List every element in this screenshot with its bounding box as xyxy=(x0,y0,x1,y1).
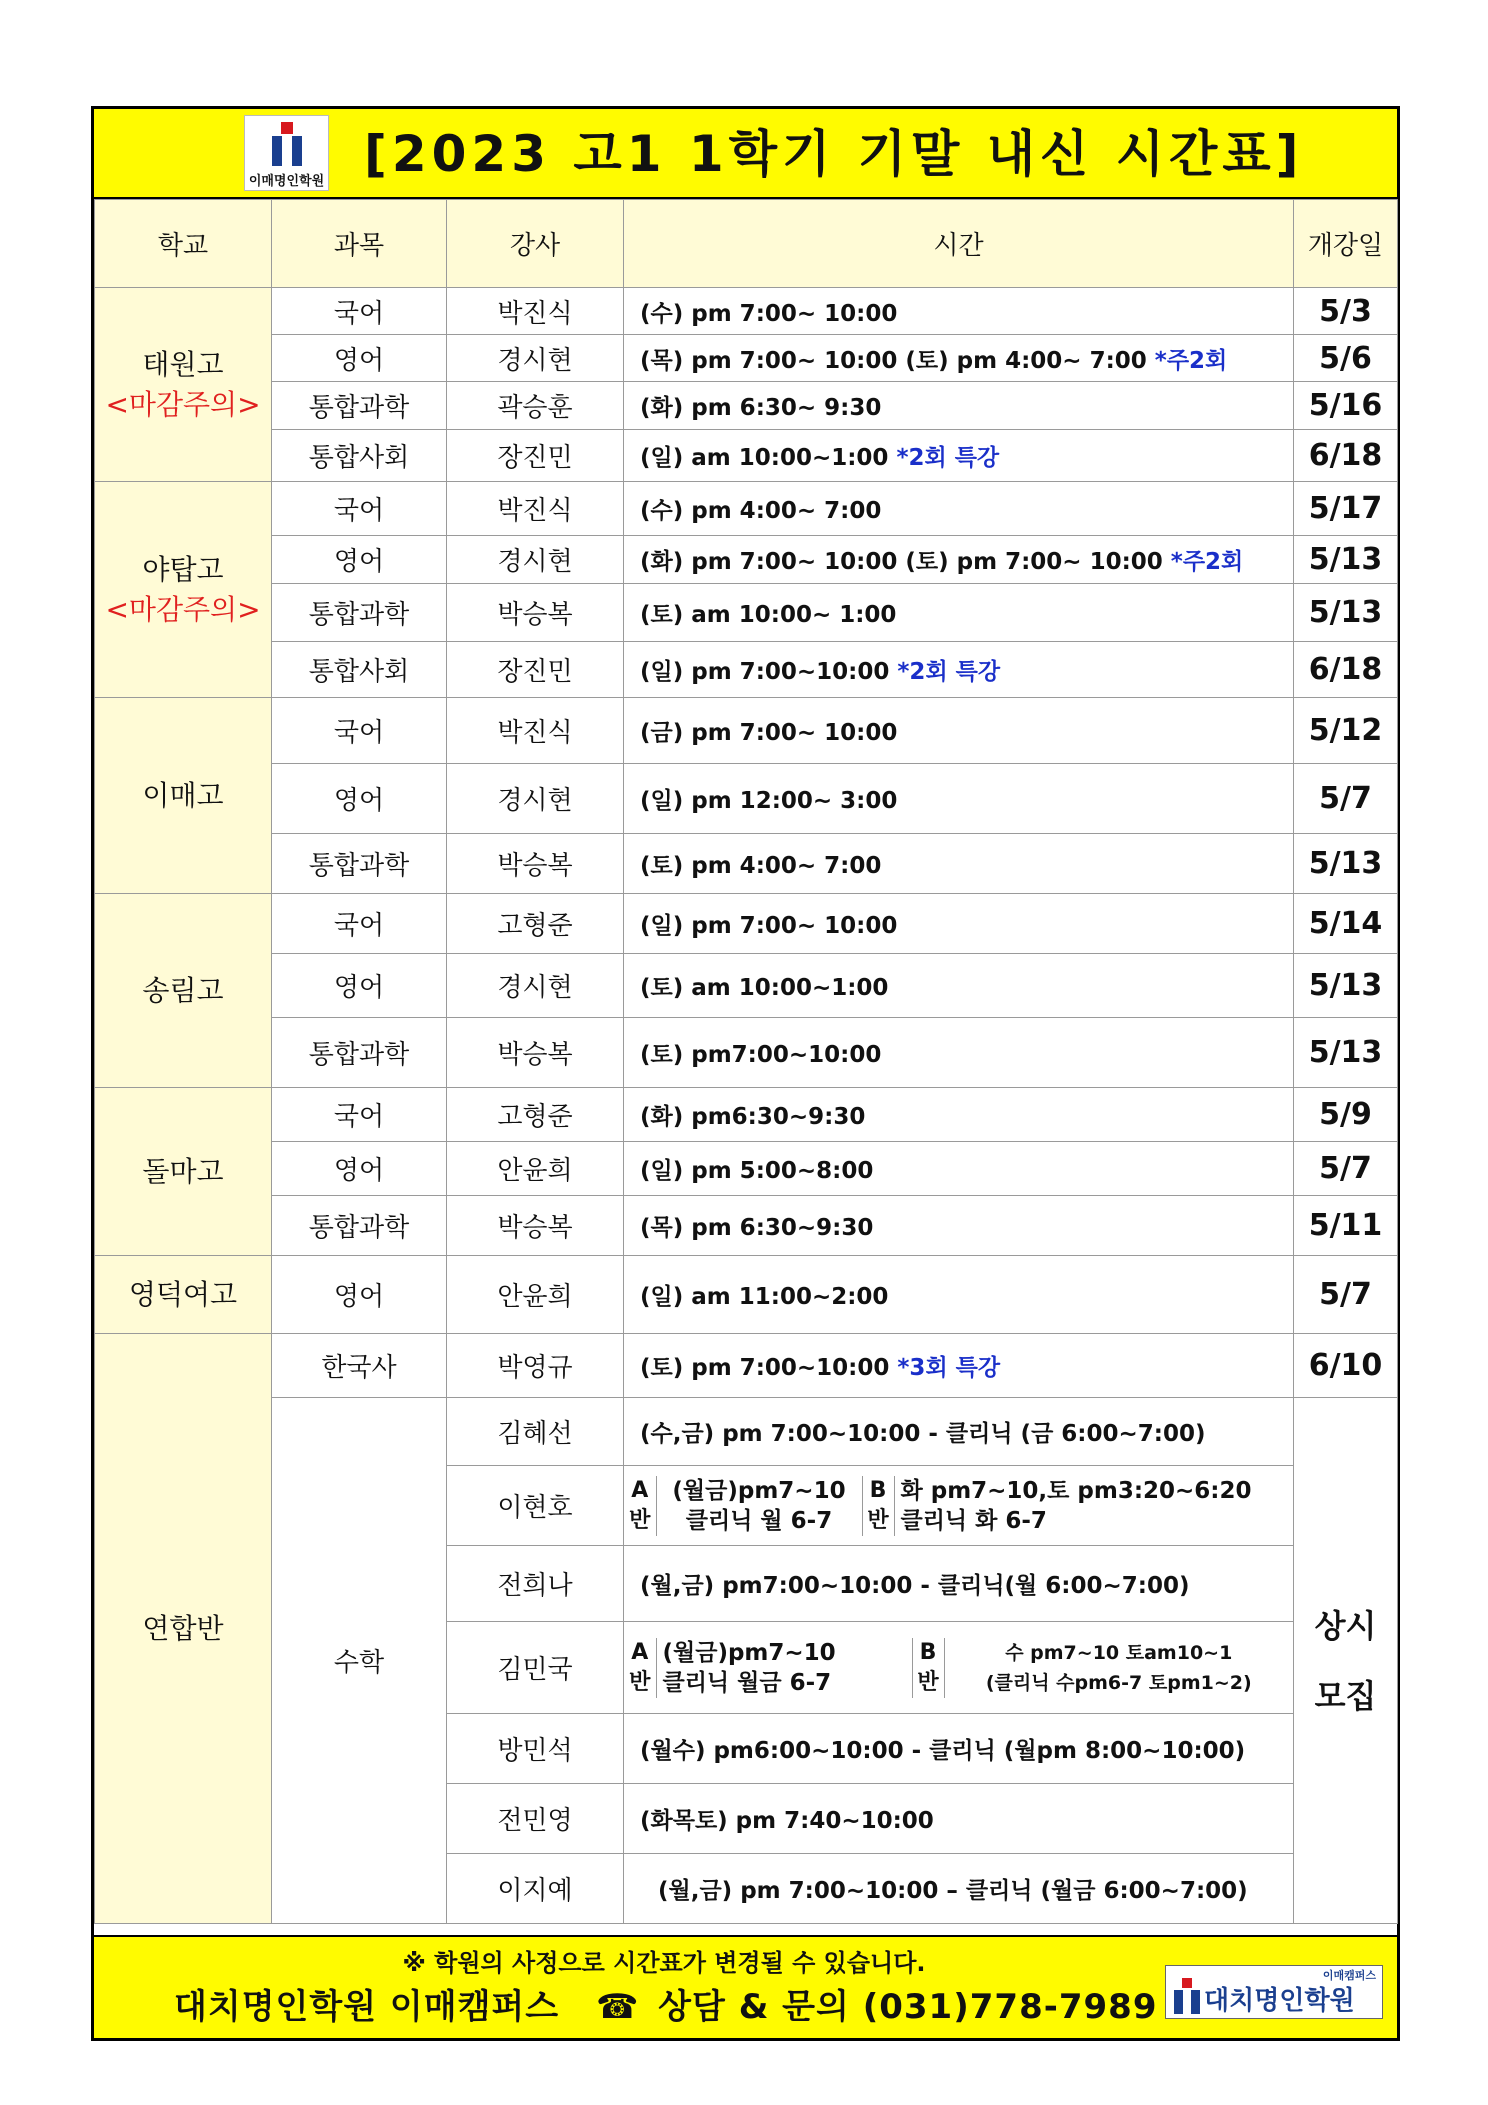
teacher: 장진민 xyxy=(447,430,624,482)
time-cell xyxy=(624,1546,1294,1622)
table-row xyxy=(95,536,1398,584)
time-cell xyxy=(624,1088,1294,1142)
time-cell xyxy=(624,430,1294,482)
school-name: 태원고 xyxy=(142,347,224,381)
class-b-letter: B xyxy=(869,1477,887,1503)
start-date: 5/3 xyxy=(1294,288,1398,335)
time-cell xyxy=(624,1784,1294,1854)
col-school: 학교 xyxy=(95,200,272,288)
time-text: (목) pm 7:00~ 10:00 (토) pm 4:00~ 7:00 xyxy=(640,347,1147,374)
session-note: *2회 특강 xyxy=(896,445,1000,471)
session-note: *2회 특강 xyxy=(897,659,1001,685)
time-cell xyxy=(624,288,1294,335)
class-b-line-2: 클리닉 화 6-7 xyxy=(900,1507,1047,1534)
table-row xyxy=(95,584,1398,642)
table-row xyxy=(95,335,1398,382)
subject: 영어 xyxy=(272,764,447,834)
teacher: 박영규 xyxy=(447,1334,624,1398)
table-row xyxy=(95,430,1398,482)
subject: 통합사회 xyxy=(272,642,447,698)
class-b-line-1: 수 pm7~10 토am10~1 xyxy=(1005,1641,1233,1664)
start-date: 5/12 xyxy=(1294,698,1398,764)
subject: 통합과학 xyxy=(272,834,447,894)
subject: 수학 xyxy=(272,1398,447,1924)
school-cell xyxy=(95,1334,272,1924)
subject: 국어 xyxy=(272,894,447,954)
time-text: (토) pm7:00~10:00 xyxy=(640,1042,882,1068)
school-name: 송림고 xyxy=(142,973,224,1007)
time-cell xyxy=(624,1256,1294,1334)
teacher: 박승복 xyxy=(447,1196,624,1256)
school-cell xyxy=(95,1256,272,1334)
school-name: 연합반 xyxy=(142,1611,224,1645)
col-start: 개강일 xyxy=(1294,200,1398,288)
class-a-suffix: 반 xyxy=(629,1669,651,1695)
table-row xyxy=(95,288,1398,335)
contact-line xyxy=(174,1979,1174,2028)
table-row xyxy=(95,834,1398,894)
teacher: 박승복 xyxy=(447,834,624,894)
logo-mark-icon xyxy=(272,122,302,166)
time-text: (화) pm 7:00~ 10:00 (토) pm 7:00~ 10:00 xyxy=(640,549,1163,575)
teacher: 안윤희 xyxy=(447,1142,624,1196)
start-date: 5/7 xyxy=(1294,1256,1398,1334)
col-subject: 과목 xyxy=(272,200,447,288)
teacher: 장진민 xyxy=(447,642,624,698)
time-text: (토) pm 7:00~10:00 xyxy=(640,1355,890,1381)
start-date: 5/9 xyxy=(1294,1088,1398,1142)
start-date: 5/6 xyxy=(1294,335,1398,382)
col-teacher: 강사 xyxy=(447,200,624,288)
time-text: (목) pm 6:30~9:30 xyxy=(640,1215,874,1241)
time-cell xyxy=(624,335,1294,382)
class-b-time xyxy=(894,1476,1293,1536)
time-cell xyxy=(624,482,1294,536)
subject: 통합과학 xyxy=(272,584,447,642)
subject: 국어 xyxy=(272,288,447,335)
change-disclaimer: ※ 학원의 사정으로 시간표가 변경될 수 있습니다. xyxy=(402,1949,926,1977)
table-row xyxy=(95,1196,1398,1256)
phone-icon: ☎ xyxy=(595,1987,640,2027)
logo-text: 이매명인학원 xyxy=(248,174,325,189)
table-row xyxy=(95,1334,1398,1398)
footer-logo xyxy=(1165,1965,1383,2019)
time-text: (일) am 11:00~2:00 xyxy=(640,1284,889,1310)
teacher: 김혜선 xyxy=(447,1398,624,1466)
class-b-suffix: 반 xyxy=(867,1507,889,1533)
class-b-label xyxy=(862,1476,894,1536)
class-b-letter: B xyxy=(919,1639,937,1665)
class-a-time xyxy=(656,1476,862,1536)
teacher: 이현호 xyxy=(447,1466,624,1546)
subject: 통합과학 xyxy=(272,1018,447,1088)
table-row xyxy=(95,764,1398,834)
subject: 한국사 xyxy=(272,1334,447,1398)
time-text: (월,금) pm7:00~10:00 - 클리닉(월 6:00~7:00) xyxy=(640,1573,1190,1599)
time-cell xyxy=(624,642,1294,698)
page-title: [2023 고1 1학기 기말 내신 시간표] xyxy=(364,125,1304,183)
time-cell xyxy=(624,1398,1294,1466)
start-date: 6/10 xyxy=(1294,1334,1398,1398)
time-cell xyxy=(624,954,1294,1018)
teacher: 박승복 xyxy=(447,584,624,642)
teacher: 안윤희 xyxy=(447,1256,624,1334)
deadline-warning: <마감주의> xyxy=(105,387,261,421)
table-row xyxy=(95,954,1398,1018)
time-cell xyxy=(624,1196,1294,1256)
class-a-line-1: (월금)pm7~10 xyxy=(672,1477,846,1504)
class-a-line-2: 클리닉 월 6-7 xyxy=(685,1507,833,1534)
table-row xyxy=(95,382,1398,430)
contact-phone[interactable]: 상담 & 문의 (031)778-7989 xyxy=(658,1987,1158,2027)
teacher: 경시현 xyxy=(447,536,624,584)
subject: 영어 xyxy=(272,954,447,1018)
subject: 영어 xyxy=(272,1142,447,1196)
school-cell xyxy=(95,288,272,482)
class-a-letter: A xyxy=(631,1477,649,1503)
header-row xyxy=(95,200,1398,288)
start-date: 6/18 xyxy=(1294,642,1398,698)
start-date: 5/7 xyxy=(1294,1142,1398,1196)
timetable-sheet xyxy=(91,106,1400,2041)
time-cell xyxy=(624,536,1294,584)
time-text: (토) pm 4:00~ 7:00 xyxy=(640,853,882,879)
teacher: 방민석 xyxy=(447,1714,624,1784)
start-date: 5/7 xyxy=(1294,764,1398,834)
class-a-time xyxy=(656,1638,912,1698)
time-cell xyxy=(624,1142,1294,1196)
subject: 영어 xyxy=(272,1256,447,1334)
teacher: 김민국 xyxy=(447,1622,624,1714)
teacher: 전희나 xyxy=(447,1546,624,1622)
time-text: (화목토) pm 7:40~10:00 xyxy=(640,1808,934,1834)
table-row xyxy=(95,1088,1398,1142)
subject: 통합과학 xyxy=(272,382,447,430)
split-time-cell xyxy=(624,1466,1294,1546)
time-text: (일) am 10:00~1:00 xyxy=(640,445,889,471)
teacher: 고형준 xyxy=(447,894,624,954)
start-date: 6/18 xyxy=(1294,430,1398,482)
table-row xyxy=(95,894,1398,954)
subject: 국어 xyxy=(272,482,447,536)
time-cell xyxy=(624,698,1294,764)
table-row xyxy=(95,1256,1398,1334)
teacher: 이지예 xyxy=(447,1854,624,1924)
teacher: 경시현 xyxy=(447,954,624,1018)
session-note: *주2회 xyxy=(1154,347,1228,374)
table-row xyxy=(95,1398,1398,1466)
title-bar xyxy=(94,109,1397,199)
time-text: (수) pm 7:00~ 10:00 xyxy=(640,300,898,327)
class-a-letter: A xyxy=(631,1639,649,1665)
session-note: *3회 특강 xyxy=(897,1355,1001,1381)
table-row xyxy=(95,1142,1398,1196)
class-a-suffix: 반 xyxy=(629,1507,651,1533)
subject: 국어 xyxy=(272,1088,447,1142)
class-b-label xyxy=(912,1638,944,1698)
class-b-line-1: 화 pm7~10,토 pm3:20~6:20 xyxy=(900,1477,1252,1504)
subject: 영어 xyxy=(272,335,447,382)
split-time-cell xyxy=(624,1622,1294,1714)
teacher: 전민영 xyxy=(447,1784,624,1854)
subject: 국어 xyxy=(272,698,447,764)
start-date: 5/16 xyxy=(1294,382,1398,430)
logo-mark-icon xyxy=(1174,1978,1200,2014)
school-name: 돌마고 xyxy=(142,1154,224,1188)
time-cell xyxy=(624,894,1294,954)
teacher: 박진식 xyxy=(447,288,624,335)
class-a-label xyxy=(624,1638,656,1698)
class-b-line-2: (클리닉 수pm6-7 토pm1~2) xyxy=(985,1671,1252,1694)
col-time: 시간 xyxy=(624,200,1294,288)
class-a-label xyxy=(624,1476,656,1536)
time-text: (화) pm6:30~9:30 xyxy=(640,1104,866,1130)
time-text: (토) am 10:00~1:00 xyxy=(640,975,889,1001)
class-a-line-1: (월금)pm7~10 xyxy=(662,1639,836,1666)
time-cell xyxy=(624,834,1294,894)
time-text: (일) pm 7:00~10:00 xyxy=(640,659,890,685)
academy-logo xyxy=(244,115,329,191)
logo-campus: 이매캠퍼스 xyxy=(1322,1969,1376,1982)
session-note: *주2회 xyxy=(1170,549,1244,575)
time-text: (일) pm 5:00~8:00 xyxy=(640,1158,874,1184)
school-cell xyxy=(95,1088,272,1256)
teacher: 박승복 xyxy=(447,1018,624,1088)
time-cell xyxy=(624,1018,1294,1088)
class-a-line-2: 클리닉 월금 6-7 xyxy=(662,1669,832,1696)
table-row xyxy=(95,698,1398,764)
time-cell xyxy=(624,1714,1294,1784)
school-cell xyxy=(95,482,272,698)
deadline-warning: <마감주의> xyxy=(105,592,261,626)
start-date: 5/14 xyxy=(1294,894,1398,954)
school-name: 이매고 xyxy=(142,778,224,812)
teacher: 경시현 xyxy=(447,335,624,382)
always-line-2: 모집 xyxy=(1314,1676,1377,1715)
teacher: 경시현 xyxy=(447,764,624,834)
subject: 통합사회 xyxy=(272,430,447,482)
time-cell xyxy=(624,764,1294,834)
start-date: 5/13 xyxy=(1294,1018,1398,1088)
subject: 통합과학 xyxy=(272,1196,447,1256)
table-row xyxy=(95,642,1398,698)
time-text: (월수) pm6:00~10:00 - 클리닉 (월pm 8:00~10:00) xyxy=(640,1738,1246,1764)
time-text: (일) pm 7:00~ 10:00 xyxy=(640,913,898,939)
start-date: 5/13 xyxy=(1294,954,1398,1018)
split-schedule xyxy=(624,1476,1293,1536)
start-date: 5/13 xyxy=(1294,834,1398,894)
time-text: (금) pm 7:00~ 10:00 xyxy=(640,720,898,746)
time-text: (화) pm 6:30~ 9:30 xyxy=(640,395,882,421)
time-text: (수,금) pm 7:00~10:00 - 클리닉 (금 6:00~7:00) xyxy=(640,1421,1206,1447)
time-text: (일) pm 12:00~ 3:00 xyxy=(640,788,898,814)
teacher: 곽승훈 xyxy=(447,382,624,430)
school-cell xyxy=(95,894,272,1088)
start-date: 5/17 xyxy=(1294,482,1398,536)
time-cell xyxy=(624,1334,1294,1398)
split-schedule xyxy=(624,1638,1293,1698)
always-line-1: 상시 xyxy=(1314,1606,1377,1645)
footer xyxy=(94,1935,1397,2038)
time-cell xyxy=(624,584,1294,642)
start-date-always xyxy=(1294,1398,1398,1924)
time-text: (토) am 10:00~ 1:00 xyxy=(640,602,897,628)
start-date: 5/11 xyxy=(1294,1196,1398,1256)
class-b-time xyxy=(944,1638,1293,1698)
school-name: 야탑고 xyxy=(142,552,224,586)
class-b-suffix: 반 xyxy=(917,1669,939,1695)
start-date: 5/13 xyxy=(1294,536,1398,584)
logo-name: 대치명인학원 xyxy=(1204,1986,1355,2016)
start-date: 5/13 xyxy=(1294,584,1398,642)
teacher: 박진식 xyxy=(447,698,624,764)
time-cell xyxy=(624,1854,1294,1924)
time-text: (수) pm 4:00~ 7:00 xyxy=(640,498,882,524)
teacher: 박진식 xyxy=(447,482,624,536)
time-cell xyxy=(624,382,1294,430)
subject: 영어 xyxy=(272,536,447,584)
schedule-table xyxy=(94,199,1398,1924)
school-name: 영덕여고 xyxy=(128,1277,238,1311)
table-row xyxy=(95,1018,1398,1088)
academy-name: 대치명인학원 이매캠퍼스 xyxy=(174,1987,560,2027)
school-cell xyxy=(95,698,272,894)
time-text: (월,금) pm 7:00~10:00 – 클리닉 (월금 6:00~7:00) xyxy=(658,1878,1248,1904)
table-row xyxy=(95,482,1398,536)
teacher: 고형준 xyxy=(447,1088,624,1142)
